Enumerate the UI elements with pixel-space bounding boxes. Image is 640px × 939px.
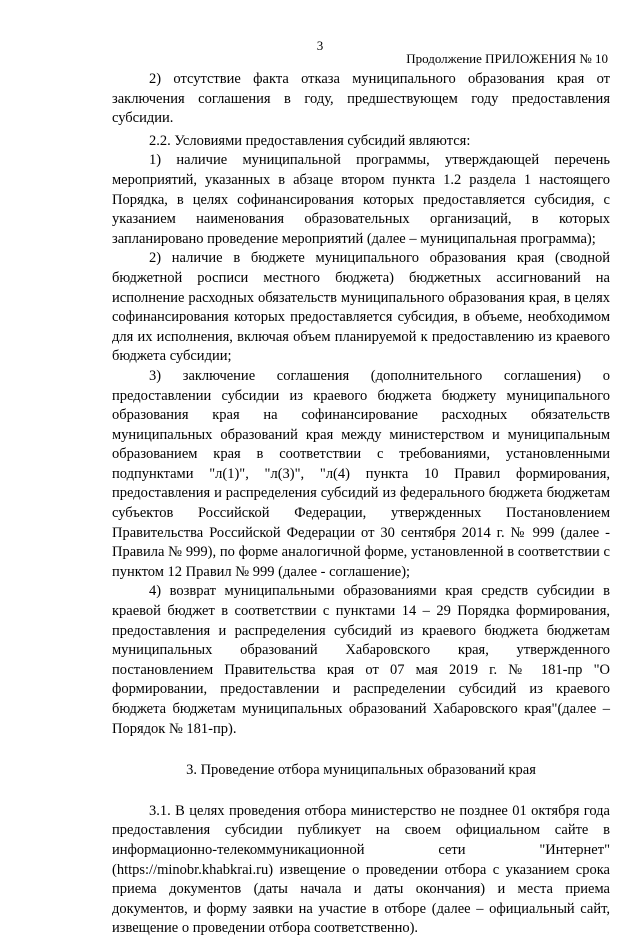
paragraph-section-3-1: 3.1. В целях проведения отбора министерство не позднее 01 октября года предоставления субсидии публикует на своем официальном сайте в информационно-телекоммуникационной сети "Интернет" (https://minobr.khabkrai.ru) извещение о проведении отбора с указанием срока приема документов (даты начала и даты окончания) и места приема документов, и форму заявки на участие в отборе (далее – официальный сайт, извещение о проведении отбора соответственно). [112, 802, 610, 937]
page-number: 3 [316, 38, 324, 53]
paragraph-item-4: 4) возврат муниципальными образованиями края средств субсидии в краевой бюджет в соответствии с пунктами 14 – 29 Порядка формирования, предоставления и распределения субсидий из краевого бюджета бюджетам муниципальных образований Хабаровского края, утвержденного постановлением Правительства края от 07 мая 2019 г. № 181-пр "О формировании, предоставлении и распределении субсидий из краевого бюджета бюджетам муниципальных образований Хабаровского края"(далее – Порядок № 181-пр). [112, 583, 610, 737]
paragraph-item-1: 1) наличие муниципальной программы, утверждающей перечень мероприятий, указанных в абзаце втором пункта 1.2 раздела 1 настоящего Порядка, в целях софинансирования которых предоставляется субсидия, с указанием наименования образовательных организаций, в которых запланировано проведение мероприятий (далее – муниципальная программа); [112, 152, 610, 247]
paragraph-section-2-2: 2.2. Условиями предоставления субсидий являются: [149, 132, 471, 149]
document-body [112, 70, 610, 939]
appendix-continuation-label: Продолжение ПРИЛОЖЕНИЯ № 10 [406, 51, 608, 66]
paragraph-item-3: 3) заключение соглашения (дополнительного соглашения) о предоставлении субсидии из краевого бюджета бюджету муниципального образования края на софинансирование расходных обязательств муниципальных образований края между министерством и муниципальным образованием края в соответствии с требованиями, установленными подпунктами "л(1)", "л(3)", "л(4) пункта 10 Правил формирования, предоставления и распределения субсидий из федерального бюджета бюджетам субъектов Российской Федерации, утвержденных Постановлением Правительства Российской Федерации от 30 сентября 2014 г. № 999 (далее - Правила № 999), по форме аналогичной форме, установленной в соответствии с пунктом 12 Правил № 999 (далее - соглашение); [112, 367, 610, 580]
paragraph-item-2: 2) наличие в бюджете муниципального образования края (сводной бюджетной росписи местного бюджета) бюджетных ассигнований на исполнение расходных обязательств муниципального образования края, в целях софинансирования которых предоставляется субсидия, в объеме, необходимом для их исполнения, включая объем планируемой к предоставлению из краевого бюджета субсидии; [112, 250, 610, 365]
paragraph-condition-2: 2) отсутствие факта отказа муниципального образования края от заключения соглашения в году, предшествующем году предоставления субсидии. [112, 71, 610, 127]
section-3-heading: 3. Проведение отбора муниципальных образований края [186, 762, 536, 779]
